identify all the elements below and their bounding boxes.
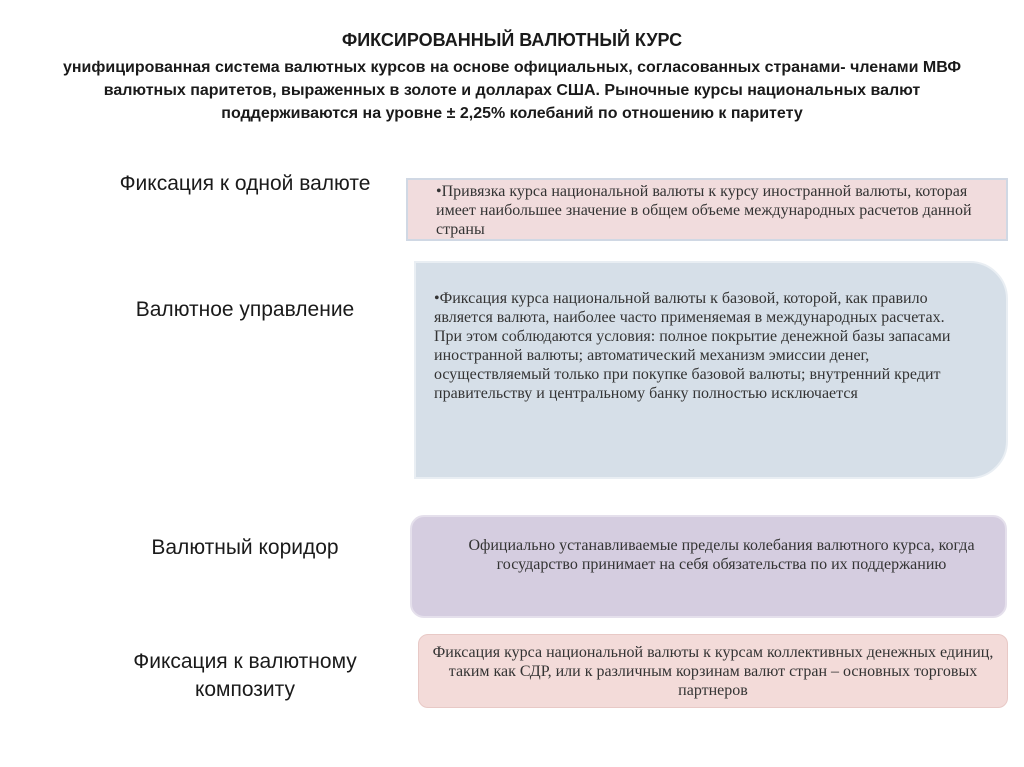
- label-currency-corridor: Валютный коридор: [151, 536, 339, 559]
- box-currency-corridor: Официально устанавливаемые пределы колебания валютного курса, когда государство принимает на себя обязательства по их поддержанию: [410, 515, 1007, 618]
- label-currency-composite: Фиксация к валютному композиту: [133, 650, 357, 701]
- box-currency-composite: Фиксация курса национальной валюты к курсам коллективных денежных единиц, таким как СДР, или к различным корзинам валют стран – основных торговых партнеров: [418, 634, 1008, 708]
- label-single-currency: Фиксация к одной валюте: [119, 172, 371, 195]
- box-single-currency: •Привязка курса национальной валюты к курсу иностранной валюты, которая имеет наибольшее значение в общем объеме международных расчетов данной страны: [406, 178, 1008, 241]
- label-currency-board: Валютное управление: [135, 298, 355, 321]
- page-subtitle: унифицированная система валютных курсов на основе официальных, согласованных странами- членами МВФ валютных паритетов, выраженных в золоте и долларах США. Рыночные курсы национальных валют поддерживаются на уровне ± 2,25% колебаний по отношению к паритету: [62, 59, 962, 122]
- box-currency-board: •Фиксация курса национальной валюты к базовой, которой, как правило является валюта, наиболее часто применяемая в международных расчетах. При этом соблюдаются условия: полное покрытие денежной базы запасами иностранной валюты; автоматический механизм эмиссии денег, осуществляемый только при покупке базовой валюты; внутренний кредит правительству и центральному банку полностью исключается: [414, 261, 1008, 479]
- page-title: ФИКСИРОВАННЫЙ ВАЛЮТНЫЙ КУРС: [341, 30, 683, 50]
- page-header: [60, 28, 964, 125]
